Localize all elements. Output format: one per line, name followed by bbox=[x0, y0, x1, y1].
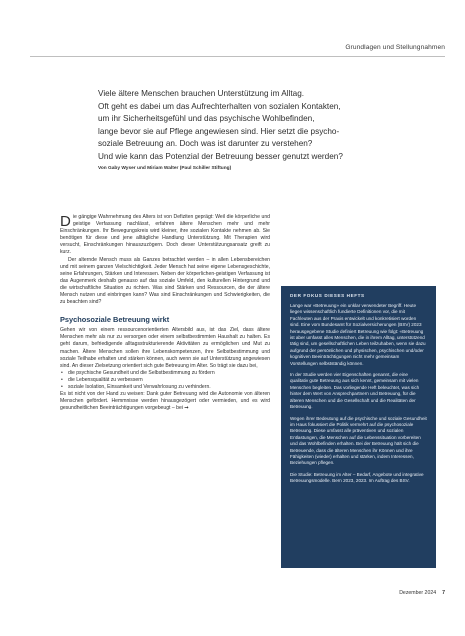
focus-box-paragraph: Lange war «Betreuung» ein unklar verwendeter Begriff. Heute liegen wissenschaftlich fundierte Definitionen vor, die mit Fachleuten aus der Praxis entwickelt und konkretisiert worden sind. Eine vom Bundesamt für Sozialversicherungen (BSV) 2023 herausgegebene Studie definiert Betreuung wie folgt: «Betreuung ist aber umfasst alles Menschen, die in ihrem Alltag, unterstützend tätig sind, um gesellschaftlichen Leben teilzuhaben, wenn sie dazu aufgrund der persönlichen und physischen, psychischen und/oder kognitiven Beeinträchtigungen nicht mehr gemeinsam Vorstellungen selbstständig können. bbox=[290, 303, 426, 366]
focus-box-paragraph: In der Studie werden vier Eigenschaften genannt, die eine qualitativ gute Betreuung aus sich kennt, gemeinsam mit vielen Menschen begleiten. Das vorliegende Heft beleuchtet, was sich hinter dem Wert von Ansprechpartnern und Betreuung, für die älteren Menschen und die Gesellschaft und die Realitäten der Betreuung. bbox=[290, 372, 420, 410]
page-footer bbox=[399, 590, 445, 596]
paragraph: Der alternde Mensch muss als Ganzes betrachtet werden – in allen Lebensbereichen und mit seinem ganzen Vielschichtigkeit. Jeder Mensch hat seine eigene Lebensgeschichte, seine Erfahrungen, Stärken und Interessen. Neben der körperlichen-geistigen Verfassung ist das Augenmerk deshalb genauso auf das soziale Umfeld, den kulturellen Hintergrund und die wirtschaftliche Situation zu richten. Was sind Stärken und Ressourcen, die der ältere Mensch nutzen und einbringen kann? Was sind Einschränkungen und Schwierigkeiten, die zu beachten sind? bbox=[60, 256, 270, 306]
lead-line: Viele ältere Menschen brauchen Unterstützung im Alltag. bbox=[98, 89, 305, 98]
list-item: • die Lebensqualität zu verbessern bbox=[68, 377, 270, 384]
dropcap: D bbox=[60, 213, 71, 230]
paragraph: Gehen wir von einem ressourcenorientierten Altersbild aus, ist das Ziel, dass ältere Menschen mehr als nur zu versorgen oder einem selbstbestimmten Haushalt zu halten. Es geht darum, befriedigende alltagsstrukturierende Aktivitäten zu ermöglichen und Mut zu machen. Ältere Menschen sollen ihre Lebenskompetenzen, ihre Selbstbestimmung und soziale Teilhabe erhalten und stärken können, auch wenn sie auf Unterstützung angewiesen sind. An dieser Zielsetzung orientiert sich gute Betreuung im Alter. So trägt sie dazu bei, bbox=[60, 327, 270, 369]
header-rule bbox=[30, 56, 445, 57]
section-header: Grundlagen und Stellungnahmen bbox=[345, 44, 445, 51]
continue-arrow-icon: ➞ bbox=[184, 405, 189, 412]
lead-line: um ihr Sicherheitsgefühl und das psychische Wohlbefinden, bbox=[98, 114, 315, 124]
byline: Von Gaby Wyser und Miriam Walter (Paul Schiller Stiftung) bbox=[98, 166, 232, 171]
article-body bbox=[60, 214, 270, 412]
paragraph bbox=[60, 391, 270, 412]
lead-line: Und wie kann das Potenzial der Betreuung besser genutzt werden? bbox=[98, 151, 343, 161]
lead-paragraph bbox=[98, 88, 438, 164]
subheading: Psychosoziale Betreuung wirkt bbox=[60, 315, 170, 325]
focus-box-paragraph: Die Studie: Betreuung im Alter – Bedarf, Angebote und integrative Betreuungsmodelle. Bern 2023, 2023. Im Auftrag des BSV. bbox=[290, 471, 424, 484]
focus-box-paragraph: Wegen ihrer Bedeutung auf die psychische und soziale Gesundheit im Haus fokussiert die Politik vermehrt auf die psychosoziale Betreuung. Diese umfasst alle präventiven und sozialen Entlastungen, die Menschen auf die Lebenssituation vorbereiten und das Wohlbefinden erhalten. Bei der Betreuung hält sich die Betreuende, dass die älteren Menschen ihr Können und ihre Fähigkeiten (wieder) erhalten und stärken, indem Interessen, Beziehungen pflegen. bbox=[290, 415, 427, 466]
page-number: 7 bbox=[442, 590, 445, 596]
paragraph-text: Es ist nicht von der Hand zu weisen: Dank guter Betreuung wird die Autonomie von älteren Menschen gefördert. Hemmnisse werden hinausgezögert oder vermieden, und es wird gesundheitlichen Beeinträchtigungen vorgebeugt – bei bbox=[60, 391, 270, 412]
list-item: • die psychische Gesundheit und die Selbstbestimmung zu fördern bbox=[68, 370, 270, 377]
lead-line: soziale Betreuung an. Doch was ist darunter zu verstehen? bbox=[98, 139, 313, 149]
issue-date: Dezember 2024 bbox=[399, 590, 437, 596]
list-item: • soziale Isolation, Einsamkeit und Verwahrlosung zu verhindern. bbox=[68, 384, 270, 391]
lead-line: Oft geht es dabei um das Aufrechterhalten von sozialen Kontakten, bbox=[98, 101, 341, 111]
focus-box-title: DER FOKUS DIESES HEFTS bbox=[290, 293, 365, 298]
focus-box bbox=[281, 286, 436, 568]
paragraph-text: ie gängige Wahrnehmung des Alters ist von Defiziten geprägt: Weil die körperliche und geistige Verfassung nachlässt, erfahren ältere Menschen mehr und mehr Einschränkungen. Ihr Bewegungskreis wird kleiner, ihre sozialen Kontakte nehmen ab. Sie benötigen für diese und jene alltägliche Handlung Unterstützung. Mit Therapien wird versucht, Einschränkungen hinauszuzögern. Doch dieser Unterstützungsansatz greift zu kurz. bbox=[60, 214, 270, 256]
lead-line: lange bevor sie auf Pflege angewiesen sind. Hier setzt die psycho- bbox=[98, 126, 340, 136]
bullet-list bbox=[60, 370, 270, 391]
paragraph-intro bbox=[60, 214, 270, 257]
